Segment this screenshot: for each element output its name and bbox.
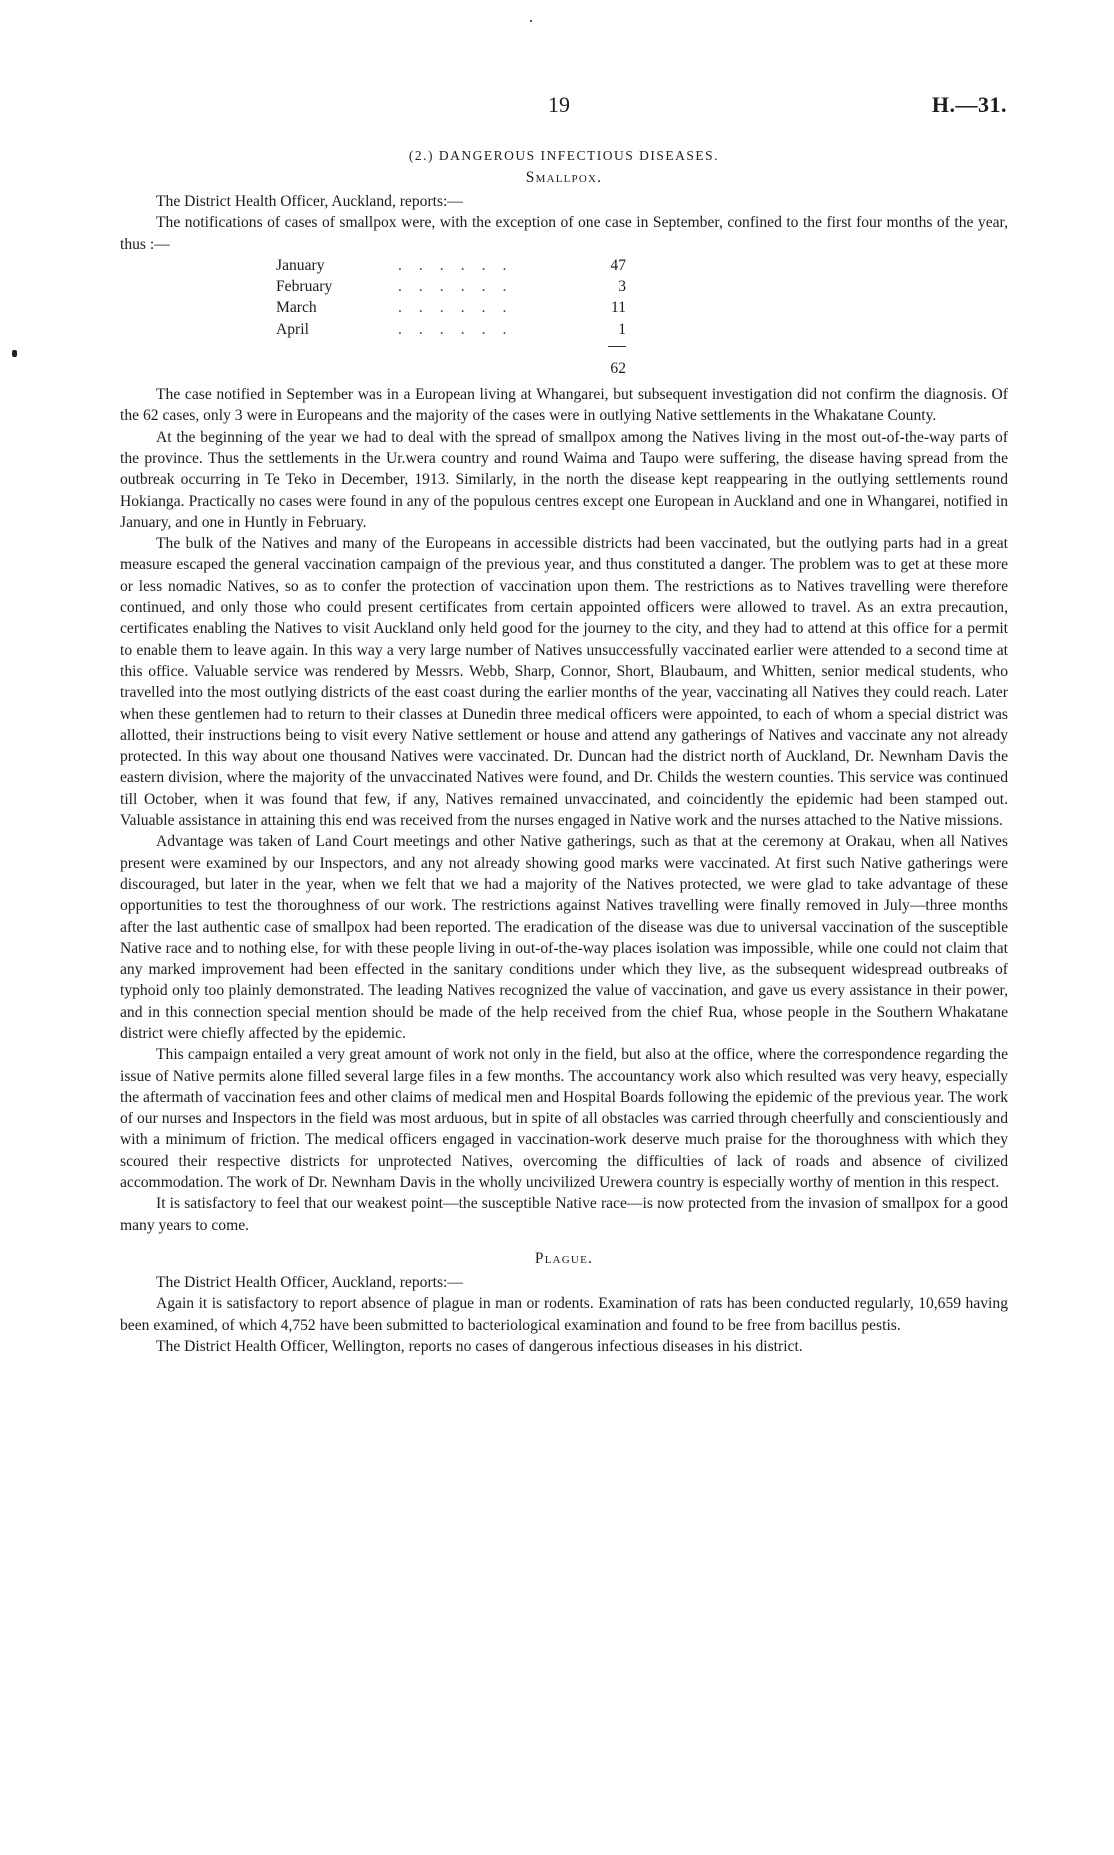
section-heading: (2.) DANGEROUS INFECTIOUS DISEASES. — [408, 148, 720, 163]
page-header — [0, 92, 1114, 126]
scan-margin-mark — [12, 350, 17, 357]
plague-paragraph: Again it is satisfactory to report absence of plague in man or rodents. Examination of rats has been conducted regularly, 10,659 having been examined, of which 4,752 have been submitted to bacteriological examination and found to be free from bacillus pestis. — [120, 1295, 1008, 1334]
plague-paragraph: The District Health Officer, Wellington, reports no cases of dangerous infectious diseases in his district. — [156, 1337, 803, 1355]
dot-leader: ...... — [398, 278, 524, 296]
smallpox-paragraph: At the beginning of the year we had to deal with the spread of smallpox among the Natives living in the most out-of-the-way parts of the province. Thus the settlements in the Ur.wera country and round Waima and Taupo were suffering, the disease having spread from the outbreak occurring in Te Teko in December, 1913. Similarly, in the north the disease kept reappearing in the outlying settlements round Hokianga. Practically no cases were found in any of the populous centres except one European in Auckland and one in Whangarei, notified in January, and one in Huntly in February. — [120, 428, 1008, 531]
table-row — [276, 276, 626, 297]
table-month: April — [276, 320, 309, 338]
smallpox-paragraph: The bulk of the Natives and many of the Europeans in accessible districts had been vaccinated, but the outlying parts had in a great measure escaped the general vaccination campaign of the previous year, and thus constituted a danger. The problem was to get at these more or less nomadic Natives, so as to confer the protection of vaccination upon them. The restrictions as to Natives travelling were therefore continued, and only those who could present certificates from certain appointed officers were allowed to travel. As an extra precaution, certificates enabling the Natives to visit Auckland only held good for the journey to the city, and they had to attend at this office for a permit to enable them to leave again. In this way a very large number of Natives unsuccessfully vaccinated earlier were attended to a second time at this office. Valuable service was rendered by Messrs. Webb, Sharp, Connor, Short, Blaubaum, and Whitten, senior medical students, who travelled into the most outlying districts of the east coast during the earlier months of the year, vaccinating all Natives they could reach. Later when these gentlemen had to return to their classes at Dunedin three medical officers were appointed, to each of whom a special district was allotted, their instructions being to visit every Native settlement or house and attend any gatherings of Natives and vaccinate any not already protected. In this way about one thousand Natives were vaccinated. Dr. Duncan had the district north of Auckland, Dr. Newnham Davis the eastern division, where the majority of the unvaccinated Natives were found, and Dr. Childs the western counties. This service was continued till October, when it was found that few, if any, Natives remained unvaccinated, and coincidently the epidemic had been stamped out. Valuable assistance in attaining this end was received from the nurses engaged in Native work and the nurses attached to the Native missions. — [120, 535, 1008, 830]
table-count: 1 — [618, 320, 626, 338]
table-month: January — [276, 256, 325, 274]
table-row — [276, 319, 626, 340]
section-spacer — [120, 1236, 1008, 1248]
table-count: 11 — [610, 299, 626, 317]
table-count: 3 — [618, 278, 626, 296]
table-count: 47 — [610, 256, 626, 274]
table-month: March — [276, 299, 317, 317]
plague-subheading: Plague. — [534, 1249, 594, 1267]
table-row — [276, 255, 626, 276]
smallpox-subheading: Smallpox. — [525, 169, 603, 186]
page-content — [120, 145, 1008, 1357]
smallpox-monthly-table — [276, 255, 626, 384]
dot-leader: ...... — [398, 299, 524, 317]
scan-speck — [530, 20, 532, 22]
page-number: 19 — [548, 92, 570, 117]
table-total: 62 — [610, 360, 626, 378]
smallpox-reports-line: The District Health Officer, Auckland, reports:— — [156, 193, 463, 210]
smallpox-paragraph: Advantage was taken of Land Court meetings and other Native gatherings, such as that at the ceremony at Orakau, when all Natives present were examined by our Inspectors, and any not already showing good marks were vaccinated. At first such Native gatherings were discouraged, but later in the year, when we felt that we had a majority of the Natives protected, we were glad to take advantage of these opportunities to test the thoroughness of our work. The restrictions against Natives travelling were finally removed in July—three months after the last authentic case of smallpox had been reported. The eradication of the disease was due to universal vaccination of the susceptible Native race and to nothing else, for with these people living in out-of-the-way places isolation was impossible, while one could not claim that any marked improvement had been effected in the sanitary conditions under which they live, as the subsequent widespread outbreaks of typhoid only too plainly demonstrated. The leading Natives recognized the value of vaccination, and gave us every assistance in their power, and in this connection special mention should be made of the help received from the chief Rua, whose people in the Southern Whakatane district were chiefly affected by the epidemic. — [120, 833, 1008, 1042]
document-reference: H.—31. — [931, 92, 1007, 117]
smallpox-intro: The notifications of cases of smallpox were, with the exception of one case in September, confined to the first four months of the year, thus :— — [120, 214, 1008, 253]
table-month: February — [276, 278, 333, 296]
table-total-row — [276, 354, 626, 384]
table-row — [276, 297, 626, 318]
smallpox-paragraph: This campaign entailed a very great amount of work not only in the field, but also at the office, where the correspondence regarding the issue of Native permits alone filled several large files in a few months. The accountancy work also which resulted was very heavy, especially the aftermath of vaccination fees and other claims of medical men and Hospital Boards following the epidemic of the previous year. The work of our nurses and Inspectors in the field was most arduous, but in spite of all obstacles was carried through cheerfully and conscientiously and with a minimum of friction. The medical officers engaged in vaccination-work deserve much praise for the thoroughness with which they scoured their respective districts for unprotected Natives, overcoming the difficulties of lack of roads and absence of civilized accommodation. The work of Dr. Newnham Davis in the wholly uncivilized Urewera country is especially worthy of mention in this respect. — [120, 1046, 1008, 1192]
plague-reports-line: The District Health Officer, Auckland, reports:— — [156, 1273, 463, 1291]
dot-leader: ...... — [398, 320, 524, 338]
dot-leader: ...... — [398, 256, 524, 274]
smallpox-paragraph: The case notified in September was in a European living at Whangarei, but subsequent investigation did not confirm the diagnosis. Of the 62 cases, only 3 were in Europeans and the majority of the cases were in outlying Native settlements in the Whakatane County. — [120, 386, 1008, 425]
total-rule — [276, 340, 626, 354]
smallpox-paragraph: It is satisfactory to feel that our weakest point—the susceptible Native race—is now protected from the invasion of smallpox for a good many years to come. — [120, 1195, 1008, 1234]
